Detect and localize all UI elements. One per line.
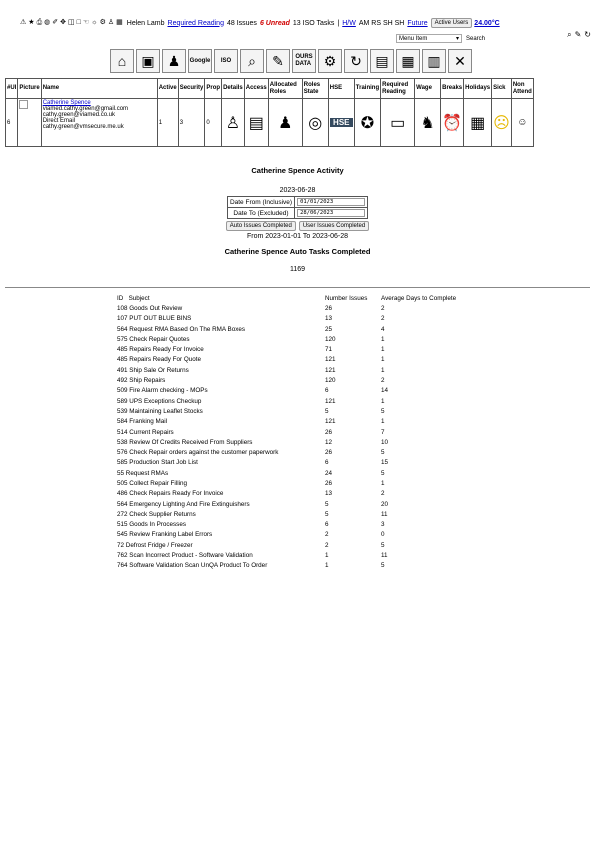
- task-subject: Production Start Job List: [129, 459, 198, 467]
- task-subject: Repairs Ready For Quote: [129, 356, 202, 364]
- right-icons: [567, 30, 591, 40]
- auto-tasks-title: Catherine Spence Auto Tasks Completed: [224, 247, 371, 256]
- task-avg-days: 10: [381, 438, 389, 446]
- task-id: 486: [117, 490, 128, 498]
- task-id: 55: [117, 469, 125, 477]
- chart-icon[interactable]: ▤: [370, 49, 394, 73]
- activity-section: [0, 166, 595, 273]
- task-number-issues: 2: [325, 531, 329, 539]
- date-from-input[interactable]: [297, 198, 365, 206]
- table-row: [117, 458, 517, 468]
- task-avg-days: 2: [381, 304, 385, 312]
- task-number-issues: 121: [325, 397, 336, 405]
- task-subject: Ship Repairs: [129, 377, 166, 385]
- task-subject: Review Franking Label Errors: [129, 531, 213, 539]
- training-cell[interactable]: [354, 99, 380, 147]
- col-non-attend: Non Attend: [511, 79, 533, 99]
- task-id-subject-cell: [117, 489, 325, 499]
- task-id-subject-cell: [117, 417, 325, 427]
- task-id-subject-cell: [117, 499, 325, 509]
- holidays-cell[interactable]: [464, 99, 492, 147]
- task-number-issues: 5: [325, 510, 329, 518]
- globe-icon[interactable]: ◍: [44, 19, 51, 26]
- task-avg-days: 2: [381, 315, 385, 323]
- col-required-reading: Required Reading: [381, 79, 415, 99]
- col-allocated-roles: Allocated Roles: [268, 79, 302, 99]
- move-icon[interactable]: ✥: [60, 19, 67, 26]
- col-active: Active: [157, 79, 178, 99]
- task-number-issues: 1: [325, 552, 329, 560]
- task-avg-days: 5: [381, 469, 385, 477]
- col-hse: HSE: [328, 79, 354, 99]
- task-number-issues: 26: [325, 449, 333, 457]
- table-row: [117, 478, 517, 488]
- close-icon[interactable]: ✕: [448, 49, 472, 73]
- task-subject: Collect Repair Filling: [129, 479, 188, 487]
- users-icon[interactable]: ♟: [162, 49, 186, 73]
- breaks-cell[interactable]: [441, 99, 464, 147]
- books-icon[interactable]: ▥: [422, 49, 446, 73]
- direct-email-label: Direct Email: [42, 118, 76, 124]
- task-number-issues: 121: [325, 366, 336, 374]
- search-icon[interactable]: ⌕: [240, 49, 264, 73]
- star-icon[interactable]: ★: [28, 19, 35, 26]
- divider: [5, 287, 590, 288]
- ours-data-icon[interactable]: OURS DATA: [292, 49, 316, 73]
- col-name: Name: [41, 79, 157, 99]
- edit-icon[interactable]: ✎: [574, 30, 582, 39]
- table-row: [117, 427, 517, 437]
- table-row: [117, 417, 517, 427]
- task-number-issues: 121: [325, 356, 336, 364]
- email-direct: cathy.green@vmsecure.me.uk: [42, 124, 124, 130]
- task-id-subject-cell: [117, 365, 325, 375]
- tasks-header: [117, 293, 517, 303]
- task-avg-days: 3: [381, 521, 385, 529]
- col-picture: Picture: [18, 79, 41, 99]
- task-id-subject-cell: [117, 509, 325, 519]
- task-number-issues: 26: [325, 304, 333, 312]
- package-icon[interactable]: ▦: [396, 49, 420, 73]
- future-link[interactable]: Future: [407, 19, 428, 27]
- row-name-cell: [41, 99, 157, 147]
- menu-select-value: Menu Item: [399, 35, 428, 42]
- date-range-text: From 2023-01-01 To 2023-06-28: [246, 233, 349, 240]
- task-subject: Software Validation Scan UnQA Product To Order: [129, 562, 268, 570]
- required-reading-cell[interactable]: [381, 99, 415, 147]
- non-attend-icon[interactable]: ☺: [517, 117, 528, 128]
- task-avg-days: 20: [381, 500, 389, 508]
- date-to-input[interactable]: [297, 209, 365, 217]
- task-subject: UPS Exceptions Checkup: [129, 397, 202, 405]
- task-id-subject-cell: [117, 406, 325, 416]
- task-id: 564: [117, 500, 128, 508]
- task-id: 492: [117, 377, 128, 385]
- task-id-subject-cell: [117, 540, 325, 550]
- task-id: 514: [117, 428, 128, 436]
- task-subject: Repairs Ready For Invoice: [129, 346, 204, 354]
- col-ui: #UI: [6, 79, 18, 99]
- task-id: 564: [117, 325, 128, 333]
- home-icon[interactable]: ⌂: [110, 49, 134, 73]
- details-person-icon[interactable]: ♙: [225, 114, 241, 132]
- task-avg-days: 14: [381, 387, 389, 395]
- task-id: 539: [117, 407, 128, 415]
- task-number-issues: 25: [325, 325, 333, 333]
- menu-row: [396, 33, 485, 44]
- task-number-issues: 13: [325, 315, 333, 323]
- task-number-issues: 12: [325, 438, 333, 446]
- date-range-form: [227, 196, 368, 219]
- task-id: 505: [117, 479, 128, 487]
- task-id-subject-cell: [117, 561, 325, 571]
- task-subject: Current Repairs: [129, 428, 174, 436]
- task-id: 485: [117, 346, 128, 354]
- hse-icon[interactable]: HSE: [330, 118, 353, 127]
- square-icon[interactable]: □: [76, 19, 81, 26]
- task-subject: Goods In Processes: [129, 521, 186, 529]
- task-id-subject-cell: [117, 344, 325, 354]
- temperature-link[interactable]: 24.00°C: [474, 19, 500, 27]
- email-primary: viamed.cathy.green@gmail.com: [42, 106, 129, 112]
- table-row: [117, 396, 517, 406]
- required-reading-link[interactable]: Required Reading: [167, 19, 224, 27]
- row-picture: [18, 99, 41, 147]
- picture-image: [19, 100, 28, 109]
- refresh-icon[interactable]: ↻: [344, 49, 368, 73]
- task-number-issues: 24: [325, 469, 333, 477]
- table-row: [117, 406, 517, 416]
- task-id-subject-cell: [117, 355, 325, 365]
- task-id-subject-cell: [117, 324, 325, 334]
- tasks-col-subject: Subject: [128, 294, 150, 302]
- task-id-subject-cell: [117, 437, 325, 447]
- row-active: 1: [157, 99, 178, 147]
- task-number-issues: 5: [325, 500, 329, 508]
- task-id: 509: [117, 387, 128, 395]
- task-id-subject-cell: [117, 375, 325, 385]
- task-id-subject-cell: [117, 520, 325, 530]
- quick-icons: [20, 19, 123, 27]
- task-avg-days: 1: [381, 366, 385, 374]
- task-subject: Review Of Credits Received From Suppliers: [129, 438, 253, 446]
- task-id: 584: [117, 418, 128, 426]
- sun-icon[interactable]: ☼: [91, 19, 98, 26]
- task-id-subject-cell: [117, 386, 325, 396]
- col-wage: Wage: [415, 79, 441, 99]
- row-prop: 0: [205, 99, 222, 147]
- task-number-issues: 26: [325, 479, 333, 487]
- chart-icon[interactable]: ▦: [116, 19, 123, 26]
- task-avg-days: 5: [381, 449, 385, 457]
- col-breaks: Breaks: [441, 79, 464, 99]
- task-id-subject-cell: [117, 334, 325, 344]
- tasks-col-id: ID: [117, 294, 124, 302]
- task-id: 107: [117, 315, 128, 323]
- table-row: [117, 375, 517, 385]
- open-book-icon[interactable]: ▭: [390, 114, 406, 132]
- unread-count[interactable]: 6 Unread: [259, 19, 290, 27]
- treasure-chest-icon[interactable]: ▣: [136, 49, 160, 73]
- gear-icon[interactable]: ⚙: [99, 19, 106, 26]
- window-icon[interactable]: ◫: [68, 19, 75, 26]
- tasks-table: [117, 293, 517, 571]
- task-id-subject-cell: [117, 447, 325, 457]
- task-avg-days: 15: [381, 459, 389, 467]
- table-row: [117, 314, 517, 324]
- sick-cell[interactable]: [492, 99, 512, 147]
- top-status-bar: [20, 17, 595, 29]
- col-security: Security: [178, 79, 205, 99]
- row-id: 6: [6, 99, 18, 147]
- task-number-issues: 6: [325, 459, 329, 467]
- task-id-subject-cell: [117, 550, 325, 560]
- task-subject: Check Repairs Ready For Invoice: [129, 490, 224, 498]
- task-id: 272: [117, 510, 128, 518]
- task-subject: Ship Sale Or Returns: [129, 366, 189, 374]
- table-row: [117, 386, 517, 396]
- task-avg-days: 5: [381, 407, 385, 415]
- task-id: 575: [117, 335, 128, 343]
- tasks-body: [117, 303, 517, 571]
- table-row: [117, 499, 517, 509]
- task-id-subject-cell: [117, 468, 325, 478]
- task-avg-days: 11: [381, 510, 388, 518]
- task-subject: Scan Incorrect Product - Software Validation: [129, 552, 253, 560]
- task-avg-days: 2: [381, 377, 385, 385]
- col-prop: Prop: [205, 79, 222, 99]
- table-row: [117, 468, 517, 478]
- task-id: 515: [117, 521, 128, 529]
- task-id-subject-cell: [117, 458, 325, 468]
- training-badge-icon[interactable]: ✪: [360, 114, 375, 132]
- task-id: 585: [117, 459, 128, 467]
- non-attend-cell[interactable]: [511, 99, 533, 147]
- task-subject: Request RMAs: [125, 469, 169, 477]
- task-id: 485: [117, 356, 128, 364]
- allocated-roles-cell[interactable]: [268, 99, 302, 147]
- user-issues-completed-button[interactable]: User Issues Completed: [299, 221, 369, 231]
- task-avg-days: 7: [381, 428, 385, 436]
- roles-person-icon[interactable]: ♟: [278, 114, 293, 132]
- task-number-issues: 26: [325, 428, 333, 436]
- total-count: 1169: [289, 266, 306, 273]
- hse-cell[interactable]: [328, 99, 354, 147]
- task-id-subject-cell: [117, 530, 325, 540]
- col-sick: Sick: [492, 79, 512, 99]
- task-avg-days: 4: [381, 325, 385, 333]
- task-id-subject-cell: [117, 314, 325, 324]
- col-holidays: Holidays: [464, 79, 492, 99]
- date-to-label: Date To (Excluded): [227, 208, 294, 219]
- activity-title: Catherine Spence Activity: [251, 166, 344, 175]
- task-subject: Maintaining Leaflet Stocks: [129, 407, 203, 415]
- task-avg-days: 1: [381, 346, 385, 354]
- sick-face-icon[interactable]: ☹: [493, 114, 510, 132]
- tasks-col-avg: Average Days to Complete: [381, 294, 457, 302]
- wage-cell[interactable]: [415, 99, 441, 147]
- task-avg-days: 5: [381, 562, 385, 570]
- task-id-subject-cell: [117, 396, 325, 406]
- task-number-issues: 71: [325, 346, 333, 354]
- task-id: 538: [117, 438, 128, 446]
- table-row: [117, 550, 517, 560]
- email-secondary: cathy.green@viamed.co.uk: [42, 112, 116, 118]
- active-users-button[interactable]: Active Users: [431, 18, 473, 28]
- task-id-subject-cell: [117, 303, 325, 313]
- issues-count: 48 Issues: [226, 19, 257, 27]
- table-row: [117, 509, 517, 519]
- table-row: [117, 355, 517, 365]
- row-security: 3: [178, 99, 205, 147]
- staff-name-link[interactable]: Catherine Spence: [42, 100, 91, 106]
- auto-issues-completed-button[interactable]: Auto Issues Completed: [226, 221, 296, 231]
- table-row: [117, 489, 517, 499]
- iso-tasks-count: 13 ISO Tasks: [292, 19, 335, 27]
- task-id-subject-cell: [117, 478, 325, 488]
- gears-icon[interactable]: ⚙: [318, 49, 342, 73]
- task-number-issues: 13: [325, 490, 333, 498]
- task-subject: Request RMA Based On The RMA Boxes: [129, 325, 245, 333]
- task-number-issues: 5: [325, 407, 329, 415]
- task-number-issues: 6: [325, 521, 329, 529]
- pencil-icon[interactable]: ✎: [266, 49, 290, 73]
- separator: |: [337, 19, 340, 27]
- roles-state-cell[interactable]: [302, 99, 328, 147]
- task-subject: Defrost Fridge / Freezer: [125, 541, 193, 549]
- table-row: [117, 520, 517, 530]
- action-buttons: [0, 221, 595, 231]
- wage-cat-icon[interactable]: ♞: [420, 114, 435, 132]
- col-training: Training: [354, 79, 380, 99]
- details-cell[interactable]: [222, 99, 245, 147]
- warning-icon[interactable]: ⚠: [20, 19, 27, 26]
- person-icon[interactable]: ♙: [107, 19, 115, 26]
- task-subject: Goods Out Review: [129, 304, 183, 312]
- shift-codes: AM RS SH SH: [358, 19, 405, 27]
- table-row: [117, 324, 517, 334]
- staff-table-header: [6, 79, 534, 99]
- table-row: [117, 334, 517, 344]
- main-toolbar: [110, 49, 472, 73]
- task-id-subject-cell: [117, 427, 325, 437]
- print-icon[interactable]: ⎙: [36, 19, 43, 26]
- current-date: 2023-06-28: [279, 187, 316, 194]
- task-number-issues: 121: [325, 418, 336, 426]
- task-avg-days: 5: [381, 541, 385, 549]
- task-id: 491: [117, 366, 128, 374]
- task-subject: Emergency Lighting And Fire Extinguishers: [129, 500, 250, 508]
- tasks-col-id-subject: [117, 293, 325, 303]
- hand-icon[interactable]: ☜: [82, 19, 90, 26]
- staff-table: [5, 78, 534, 147]
- access-cell[interactable]: [244, 99, 268, 147]
- keypad-icon[interactable]: ▤: [248, 114, 264, 132]
- task-number-issues: 6: [325, 387, 329, 395]
- magnifier-icon[interactable]: ⌕: [567, 30, 572, 39]
- task-id: 762: [117, 552, 128, 560]
- task-subject: PUT OUT BLUE BINS: [129, 315, 192, 323]
- task-number-issues: 2: [325, 541, 329, 549]
- task-subject: Check Supplier Returns: [129, 510, 196, 518]
- task-avg-days: 1: [381, 397, 385, 405]
- task-number-issues: 120: [325, 377, 336, 385]
- task-avg-days: 1: [381, 479, 385, 487]
- iso-icon[interactable]: ISO: [214, 49, 238, 73]
- task-avg-days: 1: [381, 418, 385, 426]
- calendar-icon[interactable]: ▦: [470, 114, 486, 132]
- globe-refresh-icon[interactable]: ◎: [308, 114, 323, 132]
- task-id: 545: [117, 531, 128, 539]
- task-subject: Franking Mail: [129, 418, 168, 426]
- task-avg-days: 1: [381, 335, 385, 343]
- task-subject: Check Repair Quotes: [129, 335, 190, 343]
- task-id: 72: [117, 541, 125, 549]
- task-id: 764: [117, 562, 128, 570]
- tasks-col-number: Number Issues: [325, 294, 368, 302]
- chevron-down-icon: ▾: [455, 36, 459, 42]
- task-id: 576: [117, 449, 128, 457]
- task-subject: Check Repair orders against the customer paperwork: [129, 449, 279, 457]
- task-number-issues: 120: [325, 335, 336, 343]
- table-row: [6, 99, 534, 147]
- search-label[interactable]: Search: [466, 35, 486, 42]
- hw-link[interactable]: H/W: [342, 19, 356, 27]
- task-avg-days: 2: [381, 490, 385, 498]
- pen-icon[interactable]: ✐: [52, 19, 59, 26]
- task-id: 108: [117, 304, 128, 312]
- col-roles-state: Roles State: [302, 79, 328, 99]
- menu-select[interactable]: [396, 34, 462, 43]
- table-row: [117, 540, 517, 550]
- task-number-issues: 1: [325, 562, 329, 570]
- task-id: 589: [117, 397, 128, 405]
- task-avg-days: 11: [381, 552, 388, 560]
- task-subject: Fire Alarm checking - MOPs: [129, 387, 208, 395]
- google-icon[interactable]: Google: [188, 49, 212, 73]
- table-row: [117, 303, 517, 313]
- table-row: [117, 447, 517, 457]
- col-access: Access: [244, 79, 268, 99]
- current-user: Helen Lamb: [126, 19, 165, 27]
- table-row: [117, 530, 517, 540]
- col-details: Details: [222, 79, 245, 99]
- task-avg-days: 0: [381, 531, 385, 539]
- date-from-label: Date From (Inclusive): [227, 197, 294, 208]
- refresh-icon[interactable]: ↻: [584, 30, 591, 39]
- table-row: [117, 365, 517, 375]
- table-row: [117, 561, 517, 571]
- table-row: [117, 344, 517, 354]
- alarm-clock-icon[interactable]: ⏰: [442, 114, 463, 132]
- task-avg-days: 1: [381, 356, 385, 364]
- table-row: [117, 437, 517, 447]
